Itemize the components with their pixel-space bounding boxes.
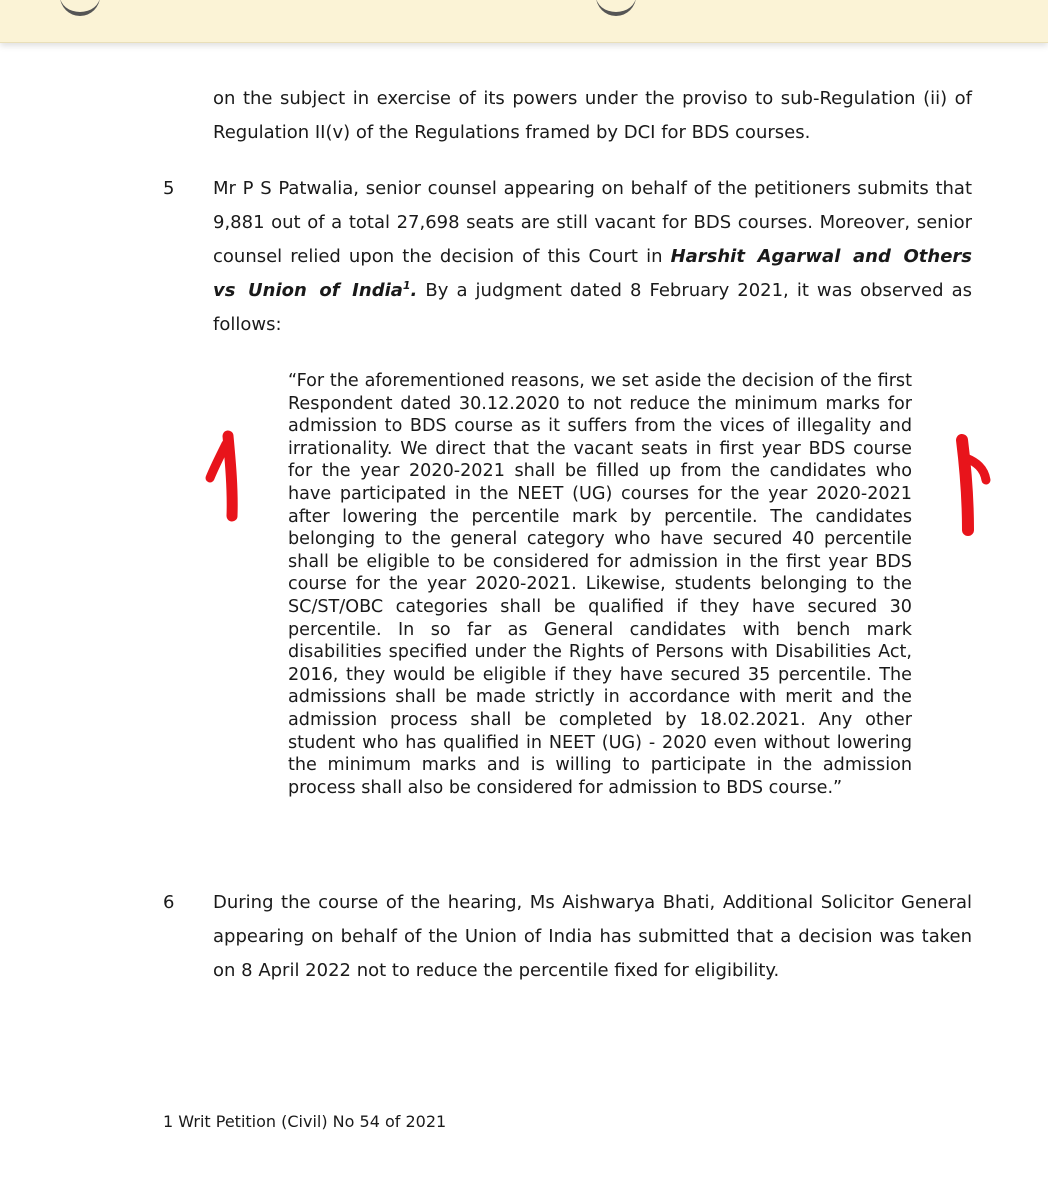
case-period: .	[410, 280, 418, 301]
case-name: Harshit Agarwal and Others vs Union of India	[213, 246, 972, 301]
paragraph-continuation: on the subject in exercise of its powers under the proviso to sub-Regulation (ii) of Regulation II(v) of the Regulations framed by DCI for BDS courses.	[213, 88, 972, 143]
footnote-reference: 1	[402, 279, 411, 292]
paragraph-5-text: Mr P S Patwalia, senior counsel appearing on behalf of the petitioners submits that 9,881 out of a total 27,698 seats are still vacant for BDS courses. Moreover, senior counsel relied upon the decision of this Court in	[213, 178, 972, 267]
paragraph-number: 5	[163, 178, 175, 199]
paragraph-6: During the course of the hearing, Ms Aishwarya Bhati, Additional Solicitor General appearing on behalf of the Union of India has submitted that a decision was taken on 8 April 2022 not to reduce the percentile fixed for eligibility.	[213, 892, 972, 981]
top-banner	[0, 0, 1048, 43]
footnote: 1 Writ Petition (Civil) No 54 of 2021	[163, 1112, 447, 1131]
paragraph-number: 6	[163, 892, 175, 913]
paragraph-5	[213, 172, 972, 342]
banner-text-fragment	[596, 0, 636, 16]
block-quote: “For the aforementioned reasons, we set aside the decision of the first Respondent dated 30.12.2020 to not reduce the minimum marks for admission to BDS course as it suffers from the vices of illegality and irrationality. We direct that the vacant seats in first year BDS course for the year 2020-2021 shall be filled up from the candidates who have participated in the NEET (UG) courses for the year 2020-2021 after lowering the percentile mark by percentile. The candidates belonging to the general category who have secured 40 percentile shall be eligible to be considered for admission in the first year BDS course for the year 2020-2021. Likewise, students belonging to the SC/ST/OBC categories shall be qualified if they have secured 30 percentile. In so far as General candidates with bench mark disabilities specified under the Rights of Persons with Disabilities Act, 2016, they would be eligible if they have secured 35 percentile. The admissions shall be made strictly in accordance with merit and the admission process shall be completed by 18.02.2021. Any other student who has qualified in NEET (UG) - 2020 even without lowering the minimum marks and is willing to participate in the admission process shall also be considered for admission to BDS course.”	[288, 371, 912, 798]
paragraph-5-text-continued: By a judgment dated 8 February 2021, it was observed as follows:	[213, 280, 972, 335]
red-annotation-mark	[200, 428, 250, 524]
banner-text-fragment	[60, 0, 100, 16]
red-annotation-mark	[948, 432, 998, 540]
